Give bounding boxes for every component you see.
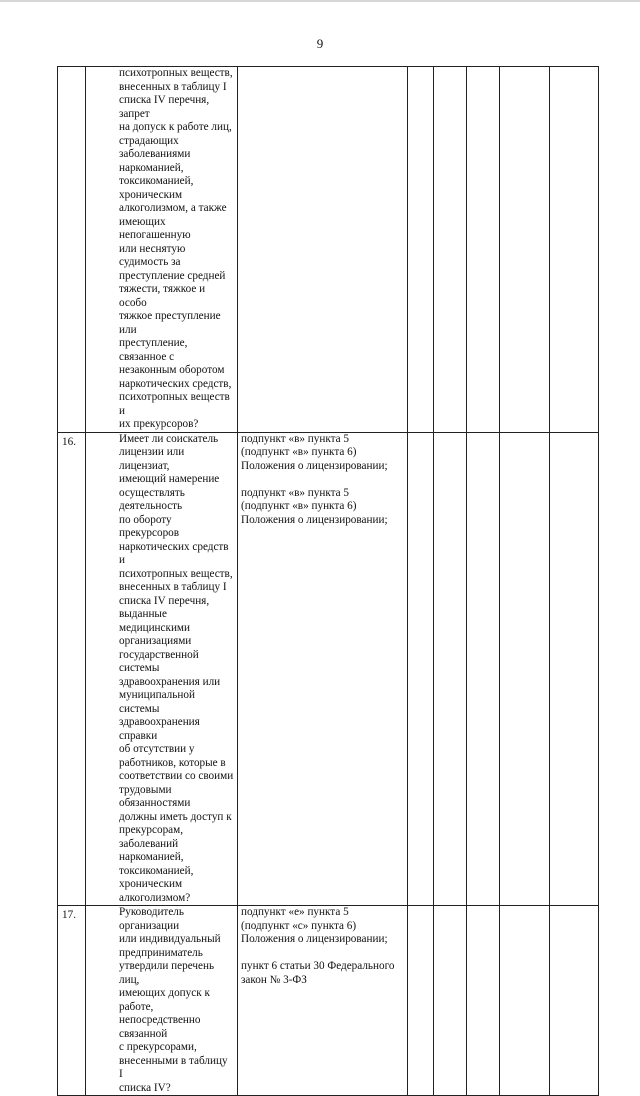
answer-cell-no[interactable] bbox=[434, 67, 467, 433]
row-requisites bbox=[238, 67, 408, 433]
row-number: 16. bbox=[58, 432, 86, 906]
answer-cell-not-applicable[interactable] bbox=[467, 432, 500, 906]
answer-cell-comment[interactable] bbox=[550, 906, 599, 1096]
row-requisites: подпункт «в» пункта 5 (подпункт «в» пункта 6) Положения о лицензировании; подпункт «в» пункта 5 (подпункт «в» пункта 6) Положения о лицензировании; bbox=[238, 432, 408, 906]
answer-cell-yes[interactable] bbox=[408, 906, 434, 1096]
row-number: 17. bbox=[58, 906, 86, 1096]
table-row bbox=[58, 906, 599, 1096]
answer-cell-notes[interactable] bbox=[500, 432, 550, 906]
table-row bbox=[58, 67, 599, 433]
row-question: психотропных веществ, внесенных в таблицу I списка IV перечня, запрет на допуск к работе лиц, страдающих заболеваниями наркоманией, токсикоманией, хроническим алкоголизмом, а также имеющих непогашенную или неснятую судимость за преступление средней тяжести, тяжкое и особо тяжкое преступление или преступление, связанное с незаконным оборотом наркотических средств, психотропных веществ и их прекурсоров? bbox=[86, 67, 238, 433]
page-number: 9 bbox=[316, 36, 324, 51]
answer-cell-comment[interactable] bbox=[550, 67, 599, 433]
row-question: Руководитель организации или индивидуальный предприниматель утвердили перечень лиц, имеющих допуск к работе, непосредственно связанной с прекурсорами, внесенными в таблицу I списка IV? bbox=[86, 906, 238, 1096]
checklist-table bbox=[57, 66, 599, 1096]
answer-cell-no[interactable] bbox=[434, 432, 467, 906]
answer-cell-yes[interactable] bbox=[408, 432, 434, 906]
row-number bbox=[58, 67, 86, 433]
answer-cell-not-applicable[interactable] bbox=[467, 906, 500, 1096]
table-row bbox=[58, 432, 599, 906]
row-question: Имеет ли соискатель лицензии или лицензиат, имеющий намерение осуществлять деятельность по обороту прекурсоров наркотических средств и психотропных веществ, внесенных в таблицу I списка IV перечня, выданные медицинскими организациями государственной системы здравоохранения или муниципальной системы здравоохранения справки об отсутствии у работников, которые в соответствии со своими трудовыми обязанностями должны иметь доступ к прекурсорам, заболеваний наркоманией, токсикоманией, хроническим алкоголизмом? bbox=[86, 432, 238, 906]
answer-cell-comment[interactable] bbox=[550, 432, 599, 906]
answer-cell-notes[interactable] bbox=[500, 906, 550, 1096]
page-top-edge bbox=[0, 0, 640, 2]
answer-cell-notes[interactable] bbox=[500, 67, 550, 433]
answer-cell-yes[interactable] bbox=[408, 67, 434, 433]
row-requisites: подпункт «е» пункта 5 (подпункт «с» пункта 6) Положения о лицензировании; пункт 6 статьи 30 Федерального закон № 3-ФЗ bbox=[238, 906, 408, 1096]
answer-cell-no[interactable] bbox=[434, 906, 467, 1096]
answer-cell-not-applicable[interactable] bbox=[467, 67, 500, 433]
